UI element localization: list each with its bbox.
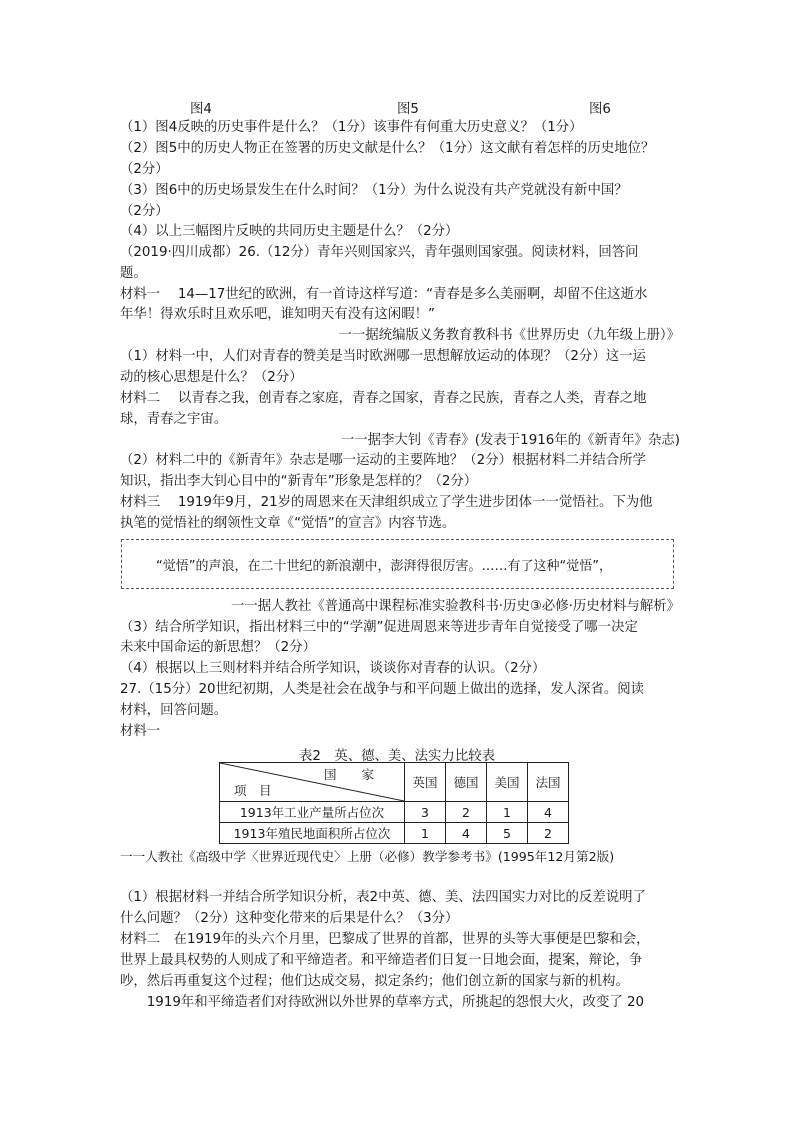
table-corner-cell xyxy=(220,763,405,802)
table-source: 一一人教社《高级中学〈世界近现代史〉上册（必修）教学参考书》(1995年12月第2版) xyxy=(120,849,615,864)
source-line: 一一据统编版义务教育教科书《世界历史（九年级上册）》 xyxy=(338,328,680,343)
material-line: 吵，然后再重复这个过程；他们达成交易，拟定条约；他们创立新的国家与新的机构。 xyxy=(120,974,629,989)
material-line: 球，青春之宇宙。 xyxy=(120,412,228,427)
question-line: （1）图4反映的历史事件是什么？（1分）该事件有何重大历史意义？（1分） xyxy=(120,120,583,135)
material-line: 年华！得欢乐时且欢乐吧，谁知明天有没有这闲暇！” xyxy=(120,307,435,322)
table-cell: 1 xyxy=(487,802,528,823)
corner-bottom-label: 项 目 xyxy=(234,783,272,798)
question-line: （2）图5中的历史人物正在签署的历史文献是什么？（1分）这文献有着怎样的历史地位？ xyxy=(120,141,655,156)
corner-top-label: 国 家 xyxy=(323,767,374,782)
question-line: 什么问题？（2分）这种变化带来的后果是什么？（3分） xyxy=(120,911,459,926)
question-line: （1）材料一中，人们对青春的赞美是当时欧洲哪一思想解放运动的体现？（2分）这一运 xyxy=(120,349,646,364)
question-line: （4）根据以上三则材料并结合所学知识，谈谈你对青春的认识。（2分） xyxy=(120,661,546,676)
question-line: （2分） xyxy=(120,162,169,177)
question-line: （1）根据材料一并结合所学知识分析，表2中英、德、美、法四国实力对比的反差说明了 xyxy=(120,890,646,905)
material-line: 材料二 在1919年的头六个月里，巴黎成了世界的首都，世界的头等大事便是巴黎和会， xyxy=(120,932,650,947)
table-caption: 表2 英、德、美、法实力比较表 xyxy=(299,749,495,764)
question-line: 动的核心思想是什么？（2分） xyxy=(120,370,303,385)
table-cell: 2 xyxy=(528,823,569,844)
country-header: 德国 xyxy=(446,763,487,802)
table-row xyxy=(220,823,569,844)
quote-text: “觉悟”的声浪，在二十世纪的新浪潮中，澎湃得很厉害。……有了这种“觉悟”， xyxy=(156,559,612,574)
quote-box xyxy=(121,539,674,589)
material-line: 材料二 以青春之我，创青春之家庭，青春之国家，青春之民族，青春之人类，青春之地 xyxy=(120,391,647,406)
country-header: 法国 xyxy=(528,763,569,802)
question-line: 未来中国命运的新思想？（2分） xyxy=(120,640,316,655)
table-cell: 5 xyxy=(487,823,528,844)
question-line: （2分） xyxy=(120,204,169,219)
question-line: （4）以上三幅图片反映的共同历史主题是什么？（2分） xyxy=(120,224,459,239)
material-line: 执笔的觉悟社的纲领性文章《“觉悟”的宣言》内容节选。 xyxy=(120,516,456,531)
question-line: （2）材料二中的《新青年》杂志是哪一运动的主要阵地？（2分）根据材料二并结合所学 xyxy=(120,453,646,468)
caption-fig6: 图6 xyxy=(589,102,611,117)
material-label: 材料一 xyxy=(120,724,161,739)
question-line: 材料，回答问题。 xyxy=(120,703,228,718)
table-cell: 1 xyxy=(405,823,446,844)
question-heading: 27.（15分）20世纪初期，人类是社会在战争与和平问题上做出的选择，发人深省。阅读 xyxy=(120,682,645,697)
comparison-table xyxy=(219,762,569,844)
caption-fig4: 图4 xyxy=(190,102,212,117)
caption-fig5: 图5 xyxy=(397,102,419,117)
table-cell: 2 xyxy=(446,802,487,823)
table-cell: 3 xyxy=(405,802,446,823)
question-line: （3）图6中的历史场景发生在什么时间？（1分）为什么说没有共产党就没有新中国？ xyxy=(120,183,628,198)
material-line: 1919年和平缔造者们对待欧洲以外世界的草率方式，所挑起的怨恨大火，改变了 20 xyxy=(120,995,645,1010)
question-line: （3）结合所学知识，指出材料三中的“学潮”促进周恩来等进步青年自觉接受了哪一决定 xyxy=(120,620,638,635)
material-line: 材料三 1919年9月，21岁的周恩来在天津组织成立了学生进步团体一一觉悟社。下为他 xyxy=(120,495,653,510)
table-row xyxy=(220,802,569,823)
table-cell: 4 xyxy=(528,802,569,823)
table-header-row xyxy=(220,763,569,802)
question-heading: （2019·四川成都）26.（12分）青年兴则国家兴，青年强则国家强。阅读材料，回答问 xyxy=(120,245,639,260)
source-line: 一一据人教社《普通高中课程标准实验教科书·历史③必修·历史材料与解析》 xyxy=(230,599,680,614)
table-cell: 4 xyxy=(446,823,487,844)
row-label: 1913年殖民地面积所占位次 xyxy=(220,823,405,844)
source-line: 一一据李大钊《青春》(发表于1916年的《新青年》杂志) xyxy=(340,433,680,448)
material-line: 世界上最具权势的人则成了和平缔造者。和平缔造者们日复一日地会面，提案，辩论，争 xyxy=(120,953,643,968)
row-label: 1913年工业产量所占位次 xyxy=(220,802,405,823)
question-line: 题。 xyxy=(120,266,147,281)
country-header: 美国 xyxy=(487,763,528,802)
country-header: 英国 xyxy=(405,763,446,802)
material-line: 材料一 14—17世纪的欧洲，有一首诗这样写道：“青春是多么美丽啊，却留不住这逝水 xyxy=(120,287,648,302)
question-line: 知识，指出李大钊心目中的“新青年”形象是怎样的？（2分） xyxy=(120,474,478,489)
